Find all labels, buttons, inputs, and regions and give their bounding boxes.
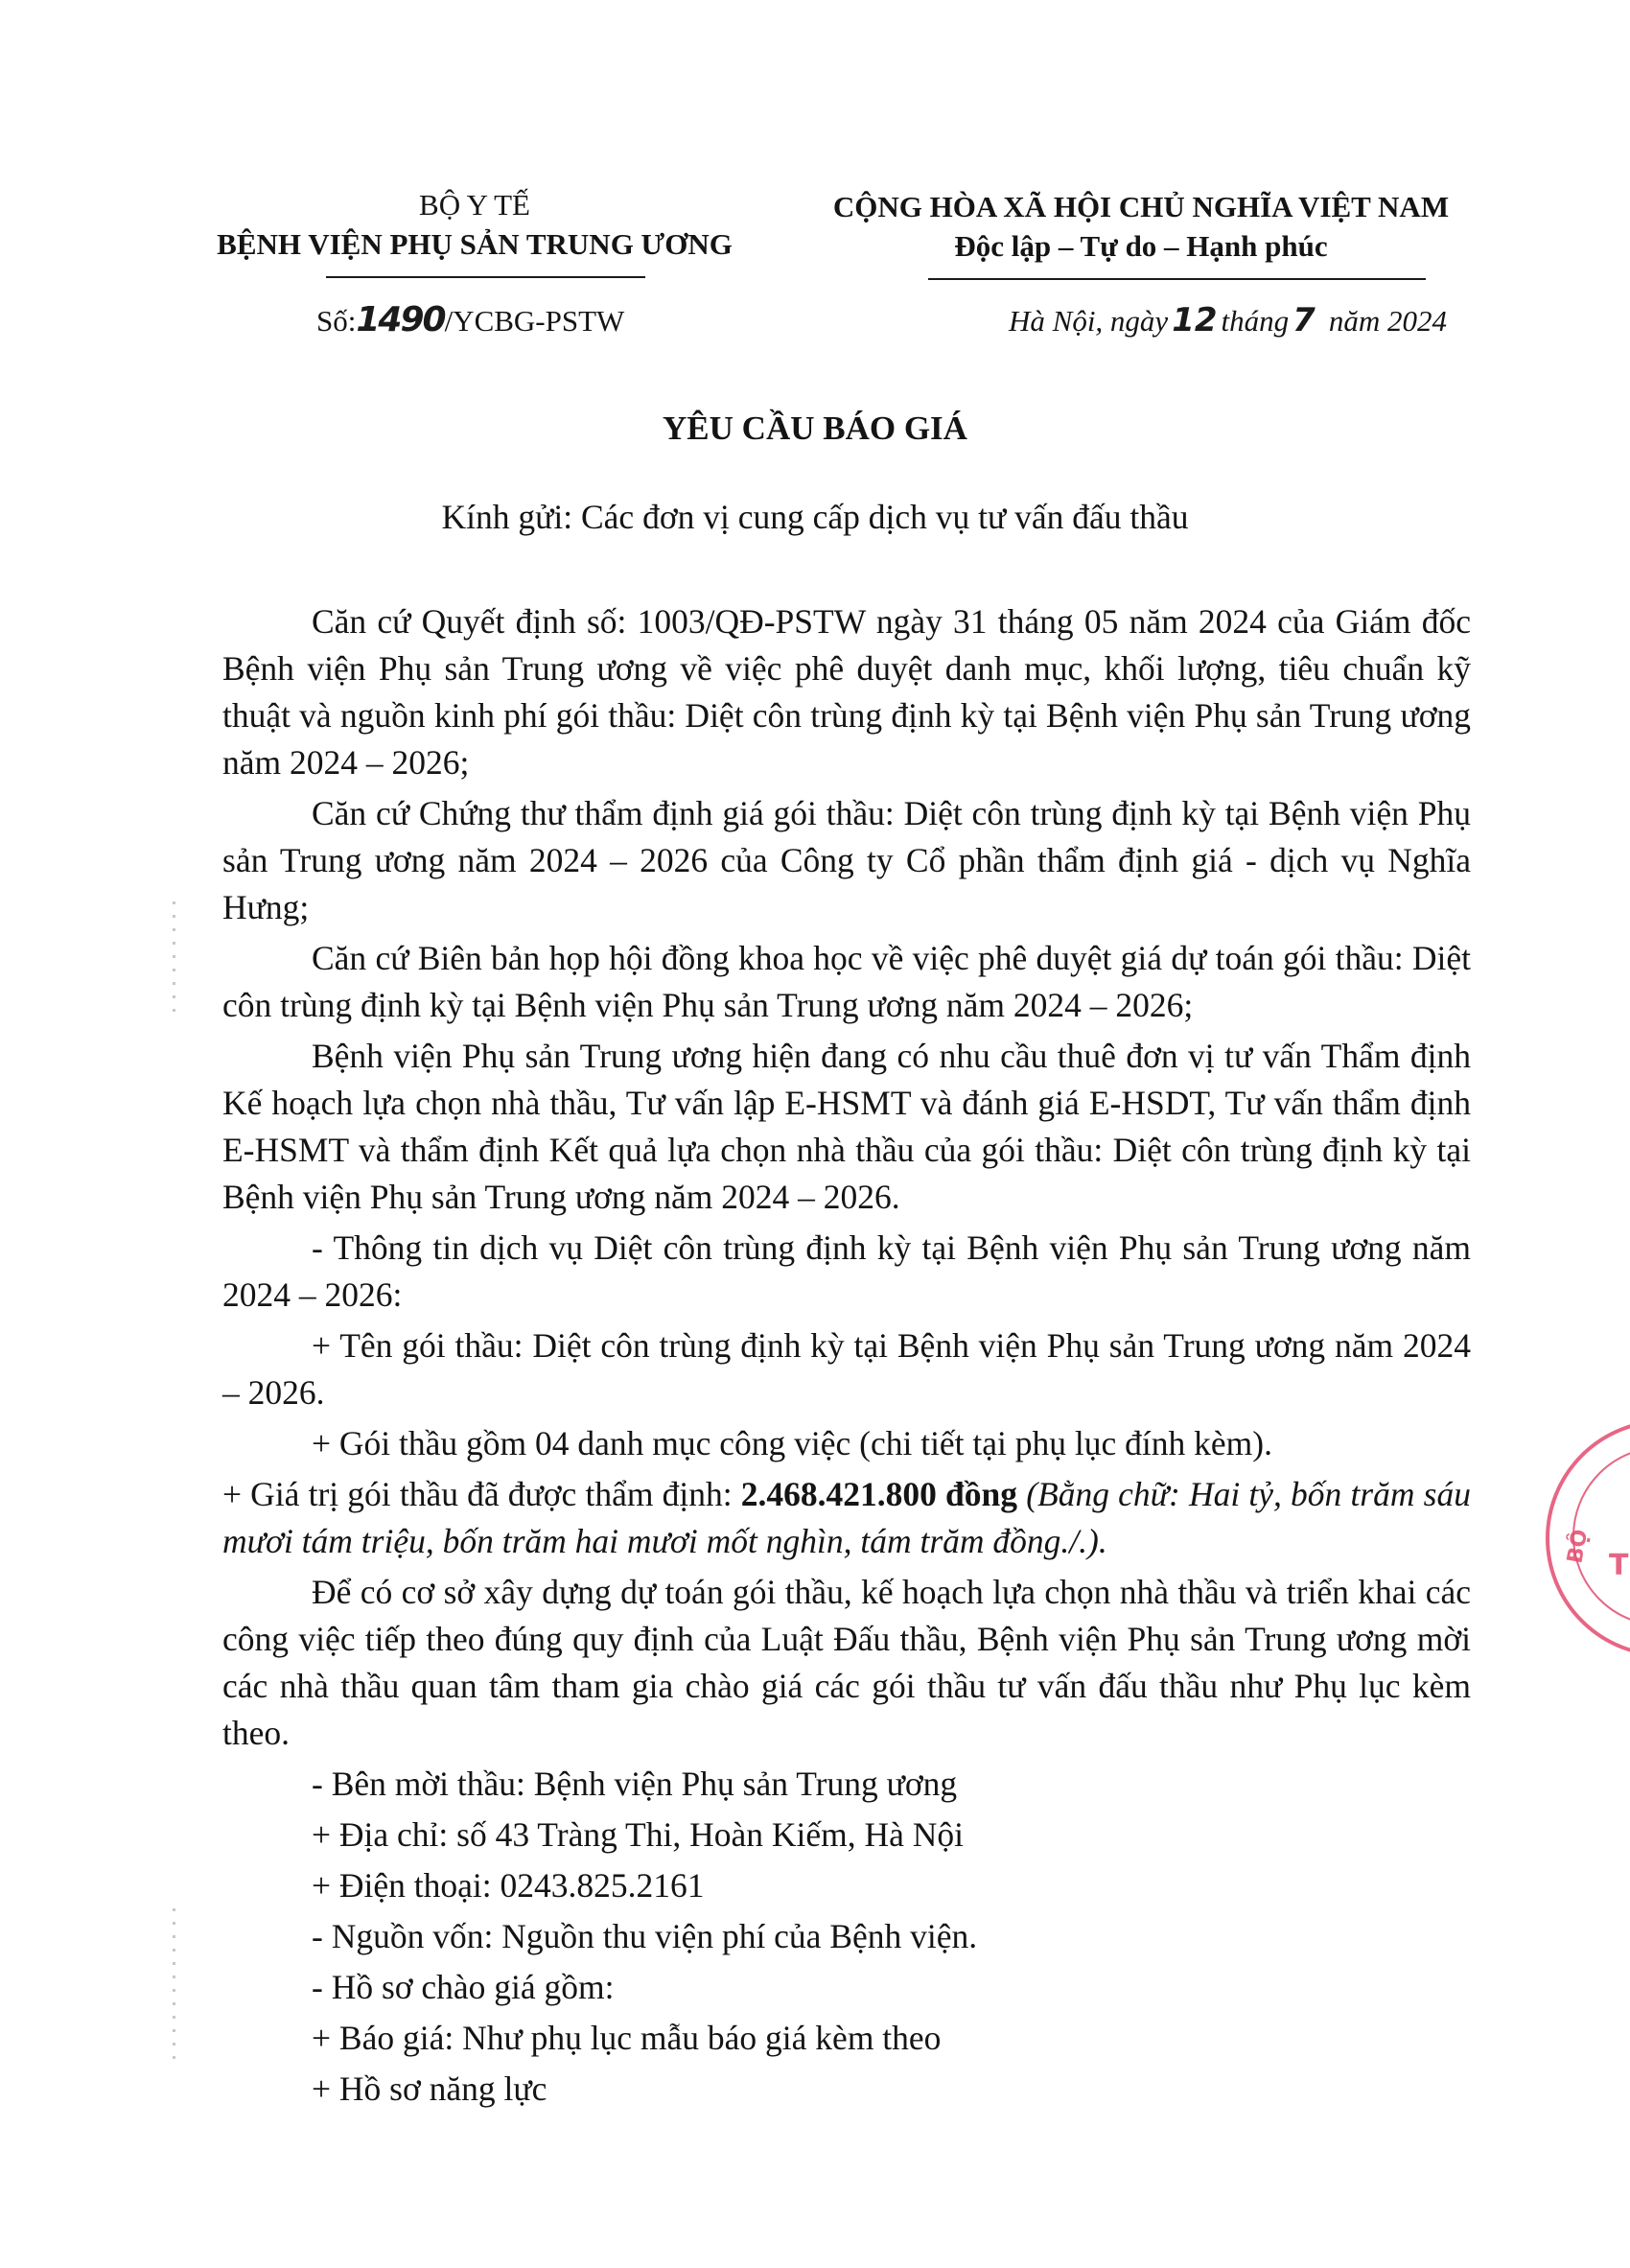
paragraph-need: Bệnh viện Phụ sản Trung ương hiện đang có nhu cầu thuê đơn vị tư vấn Thẩm định Kế hoạch lựa chọn nhà thầu, Tư vấn lập E-HSMT và đánh giá E-HSDT, Tư vấn thẩm định E-HSMT và thẩm định Kết quả lựa chọn nhà thầu của gói thầu: Diệt côn trùng định kỳ tại Bệnh viện Phụ sản Trung ương năm 2024 – 2026. — [222, 1037, 1471, 1216]
number-prefix: Số: — [316, 304, 357, 338]
paragraph-service-info: - Thông tin dịch vụ Diệt côn trùng định kỳ tại Bệnh viện Phụ sản Trung ương năm 2024 – 2026: — [222, 1228, 1471, 1314]
date-month: 7 — [1292, 301, 1316, 339]
national-motto: Độc lập – Tự do – Hạnh phúc — [954, 229, 1328, 263]
stamp-text-left: BỘ — [1563, 1527, 1594, 1566]
paragraph-package-value — [222, 1471, 1471, 1565]
number-suffix: /YCBG-PSTW — [444, 304, 625, 338]
date-day: 12 — [1172, 301, 1218, 339]
list-item: - Bên mời thầu: Bệnh viện Phụ sản Trung ương — [312, 1765, 958, 1803]
ministry-name: BỘ Y TẾ — [419, 188, 530, 222]
document-date — [1009, 302, 1447, 339]
paragraph-invitation: Để có cơ sở xây dựng dự toán gói thầu, kế hoạch lựa chọn nhà thầu và triển khai các công việc tiếp theo đúng quy định của Luật Đấu thầu, Bệnh viện Phụ sản Trung ương mời các nhà thầu quan tâm tham gia chào giá các gói thầu tư vấn đấu thầu như Phụ lục kèm theo. — [222, 1573, 1471, 1752]
document-body — [222, 598, 1471, 2116]
hospital-underline — [326, 276, 645, 278]
list-item: - Nguồn vốn: Nguồn thu viện phí của Bệnh viện. — [312, 1917, 978, 1955]
paragraph-legal-basis-1: Căn cứ Quyết định số: 1003/QĐ-PSTW ngày 31 tháng 05 năm 2024 của Giám đốc Bệnh viện Phụ sản Trung ương về việc phê duyệt danh mục, khối lượng, tiêu chuẩn kỹ thuật và nguồn kinh phí gói thầu: Diệt côn trùng định kỳ tại Bệnh viện Phụ sản Trung ương năm 2024 – 2026; — [222, 602, 1471, 782]
scan-margin-artifact — [173, 901, 175, 1017]
paragraph-legal-basis-3: Căn cứ Biên bản họp hội đồng khoa học về việc phê duyệt giá dự toán gói thầu: Diệt côn trùng định kỳ tại Bệnh viện Phụ sản Trung ương năm 2024 – 2026; — [222, 939, 1471, 1024]
list-item: + Hồ sơ năng lực — [312, 2069, 547, 2108]
list-item: + Điện thoại: 0243.825.2161 — [312, 1866, 705, 1905]
number-handwritten: 1490 — [356, 300, 445, 339]
document-number — [316, 302, 624, 339]
scan-margin-artifact — [173, 1908, 175, 2062]
package-value-prefix: + Giá trị gói thầu đã được thẩm định: — [222, 1475, 741, 1513]
document-title: YÊU CẦU BÁO GIÁ — [663, 409, 967, 447]
country-name: CỘNG HÒA XÃ HỘI CHỦ NGHĨA VIỆT NAM — [832, 190, 1450, 223]
paragraph-package-name: + Tên gói thầu: Diệt côn trùng định kỳ tại Bệnh viện Phụ sản Trung ương năm 2024 – 2026. — [222, 1326, 1471, 1412]
date-month-label: tháng — [1221, 304, 1290, 338]
list-item: - Hồ sơ chào giá gồm: — [312, 1968, 615, 2006]
package-value-amount: 2.468.421.800 đồng — [740, 1475, 1018, 1513]
package-value-words: (Bằng chữ: Hai tỷ, bốn trăm sáu mươi tám triệu, bốn trăm hai mươi mốt nghìn, tám trăm đồng./.). — [222, 1475, 1471, 1560]
stamp-text-right: T — [1609, 1549, 1629, 1582]
recipient-line: Kính gửi: Các đơn vị cung cấp dịch vụ tư vấn đấu thầu — [441, 498, 1189, 536]
date-year: năm 2024 — [1328, 304, 1447, 338]
list-item: + Địa chỉ: số 43 Tràng Thi, Hoàn Kiếm, Hà Nội — [312, 1815, 965, 1854]
date-city: Hà Nội, ngày — [1009, 304, 1169, 338]
motto-underline — [928, 278, 1426, 280]
hospital-name: BỆNH VIỆN PHỤ SẢN TRUNG ƯƠNG — [217, 227, 733, 261]
list-item: + Báo giá: Như phụ lục mẫu báo giá kèm theo — [312, 2019, 942, 2057]
paragraph-package-items: + Gói thầu gồm 04 danh mục công việc (chi tiết tại phụ lục đính kèm). — [312, 1424, 1272, 1462]
paragraph-legal-basis-2: Căn cứ Chứng thư thẩm định giá gói thầu: Diệt côn trùng định kỳ tại Bệnh viện Phụ sản Trung ương năm 2024 – 2026 của Công ty Cổ phần thẩm định giá - dịch vụ Nghĩa Hưng; — [222, 794, 1471, 926]
